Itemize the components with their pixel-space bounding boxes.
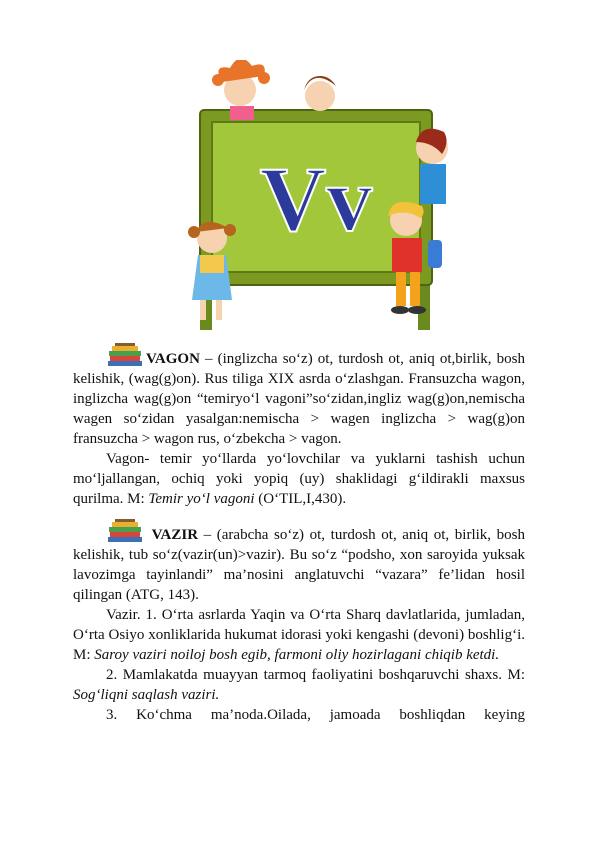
sense-vagon-source: (O‘TIL,I,430). [254,491,347,507]
sense-vazir-1-text: Vazir. 1. O‘rta asrlarda Yaqin va O‘rta Sharq davlatlarida, jumladan, O‘rta Osiyo xonliklarida hukumat idorasi yoki kengashi (devoni) boshlig‘i. M: [73,607,525,663]
letter-illustration [170,60,460,330]
sense-vagon-example: Temir yo‘l vagoni [148,491,255,507]
sense-vagon-text: Vagon- temir yo‘llarda yo‘lovchilar va yuklarni tashish uchun mo‘ljallangan, ochiq yoki yopiq (uy) shaklidagi g‘ildirakli maxsus qurilma. M: [73,451,525,507]
entry-vazir [73,519,525,605]
sense-vagon [73,449,525,509]
sense-vazir-2 [73,665,525,705]
sense-vazir-3-text: 3. Ko‘chma ma’noda.Oilada, jamoada boshliqdan keying [106,707,525,723]
entry-vagon [73,343,525,449]
headword-vagon: VAGON [146,351,200,367]
books-stack-icon [106,343,146,367]
sense-vazir-1-example: Saroy vaziri noiloj bosh egib, farmoni oliy hozirlagani chiqib ketdi. [94,647,500,663]
books-stack-icon [106,519,146,543]
sense-vazir-2-text: 2. Mamlakatda muayyan tarmoq faoliyatini boshqaruvchi shaxs. M: [106,667,525,683]
definition-vazir: – (arabcha so‘z) ot, turdosh ot, aniq ot, birlik, bosh kelishik, tub so‘z(vazir(un)>vazir). Bu so‘z “podsho, xon saroyida yuksak lavozimga tayinlandi” ma’nosini anglatuvchi “vazara” fe’lidan hosil qilingan (ATG, 143). [73,527,525,603]
sense-vazir-1 [73,605,525,665]
big-letters: Vv [259,148,373,250]
headword-vazir: VAZIR [151,527,199,543]
sense-vazir-3 [73,705,525,725]
chalkboard-illustration [170,60,460,330]
child-top-right-face [305,81,335,111]
dictionary-text [73,343,525,725]
sense-vazir-2-example: Sog‘liqni saqlash vaziri. [73,687,220,703]
definition-vagon: – (inglizcha so‘z) ot, turdosh ot, aniq ot,birlik, bosh kelishik, (wag(g)on). Rus tiliga XIX asrda o‘zlashgan. Fransuzcha wagon, inglizcha wag(g)on “temiryo‘l vagoni”so‘zidan,ingliz wag(g)on,nemischa wagen so‘zidan yasalgan:nemischa > wagen inglizcha > wag(g)on fransuzcha > wagon rus, o‘zbekcha > vagon. [73,351,525,447]
